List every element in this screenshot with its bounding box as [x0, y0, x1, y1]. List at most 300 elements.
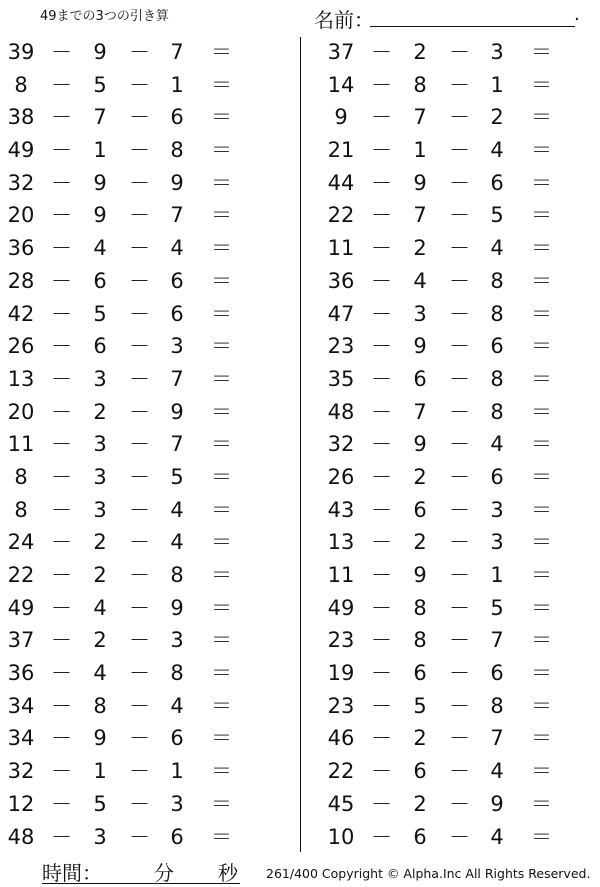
equals-sign: ＝ [531, 301, 552, 326]
subtrahend-1: 9 [93, 40, 107, 64]
equals-sign: ＝ [531, 432, 552, 457]
equals-sign: ＝ [531, 464, 552, 489]
minus-sign: － [129, 399, 150, 424]
minus-sign: － [51, 432, 72, 457]
minus-sign: － [51, 726, 72, 751]
equals-sign: ＝ [211, 661, 232, 686]
minuend: 32 [7, 170, 35, 195]
subtrahend-2: 8 [170, 563, 184, 587]
equals-sign: ＝ [211, 824, 232, 849]
minus-sign: － [449, 693, 470, 718]
minus-sign: － [371, 726, 392, 751]
minuend: 37 [327, 40, 355, 64]
minus-sign: － [449, 497, 470, 522]
minus-sign: － [449, 334, 470, 359]
equals-sign: ＝ [211, 791, 232, 816]
minuend: 46 [327, 726, 355, 751]
minus-sign: － [449, 268, 470, 293]
minuend: 42 [7, 301, 35, 326]
subtrahend-2: 9 [490, 791, 504, 816]
minus-sign: － [449, 40, 470, 64]
subtrahend-1: 1 [413, 138, 427, 163]
minus-sign: － [371, 72, 392, 97]
subtrahend-1: 5 [93, 301, 107, 326]
subtrahend-1: 4 [413, 268, 427, 293]
minus-sign: － [51, 693, 72, 718]
minus-sign: － [51, 628, 72, 653]
minus-sign: － [371, 464, 392, 489]
minus-sign: － [129, 497, 150, 522]
minuend: 9 [334, 105, 348, 130]
minus-sign: － [449, 105, 470, 130]
subtrahend-2: 7 [490, 726, 504, 751]
equals-sign: ＝ [211, 236, 232, 261]
subtrahend-1: 9 [93, 726, 107, 751]
equals-sign: ＝ [211, 268, 232, 293]
subtrahend-2: 2 [490, 105, 504, 130]
minuend: 48 [7, 824, 35, 849]
minus-sign: － [371, 432, 392, 457]
equals-sign: ＝ [211, 138, 232, 163]
minus-sign: － [51, 530, 72, 555]
equals-sign: ＝ [211, 628, 232, 653]
minus-sign: － [449, 530, 470, 555]
equals-sign: ＝ [531, 105, 552, 130]
subtrahend-2: 9 [170, 170, 184, 195]
equals-sign: ＝ [531, 366, 552, 391]
subtrahend-2: 7 [170, 203, 184, 228]
minuend: 49 [7, 595, 35, 620]
minuend: 11 [327, 236, 355, 261]
subtrahend-1: 1 [93, 759, 107, 784]
minus-sign: － [371, 138, 392, 163]
subtrahend-2: 7 [170, 366, 184, 391]
minus-sign: － [129, 236, 150, 261]
minus-sign: － [129, 530, 150, 555]
time-record [42, 857, 240, 884]
minus-sign: － [51, 268, 72, 293]
minuend: 8 [14, 464, 28, 489]
minuend: 13 [7, 366, 35, 391]
minuend: 23 [327, 693, 355, 718]
subtrahend-1: 8 [93, 693, 107, 718]
subtrahend-1: 6 [413, 661, 427, 686]
subtrahend-1: 7 [413, 203, 427, 228]
minus-sign: － [51, 236, 72, 261]
subtrahend-2: 6 [170, 726, 184, 751]
minus-sign: － [51, 824, 72, 849]
subtrahend-1: 7 [413, 399, 427, 424]
equals-sign: ＝ [531, 268, 552, 293]
minus-sign: － [371, 530, 392, 555]
subtrahend-1: 4 [93, 661, 107, 686]
equals-sign: ＝ [531, 759, 552, 784]
subtrahend-1: 3 [93, 824, 107, 849]
subtrahend-1: 6 [413, 497, 427, 522]
subtrahend-1: 1 [93, 138, 107, 163]
minuend: 47 [327, 301, 355, 326]
minuend: 28 [7, 268, 35, 293]
subtrahend-1: 3 [413, 301, 427, 326]
minus-sign: － [371, 170, 392, 195]
minus-sign: － [51, 40, 72, 64]
minuend: 36 [7, 236, 35, 261]
minus-sign: － [51, 464, 72, 489]
subtrahend-2: 8 [490, 366, 504, 391]
subtrahend-2: 7 [170, 432, 184, 457]
minuend: 48 [327, 399, 355, 424]
subtrahend-1: 6 [93, 268, 107, 293]
equals-sign: ＝ [531, 399, 552, 424]
equals-sign: ＝ [531, 497, 552, 522]
minus-sign: － [449, 595, 470, 620]
minus-sign: － [449, 301, 470, 326]
minus-sign: － [371, 824, 392, 849]
equals-sign: ＝ [211, 105, 232, 130]
minus-sign: － [371, 759, 392, 784]
minuend: 21 [327, 138, 355, 163]
equals-sign: ＝ [531, 791, 552, 816]
name-line [370, 26, 575, 27]
minus-sign: － [449, 563, 470, 587]
minus-sign: － [51, 138, 72, 163]
subtrahend-2: 1 [170, 759, 184, 784]
equals-sign: ＝ [531, 72, 552, 97]
minus-sign: － [449, 236, 470, 261]
equals-sign: ＝ [211, 72, 232, 97]
subtrahend-2: 8 [170, 138, 184, 163]
minus-sign: － [129, 693, 150, 718]
minus-sign: － [371, 236, 392, 261]
subtrahend-1: 3 [93, 432, 107, 457]
subtrahend-1: 2 [93, 628, 107, 653]
minus-sign: － [129, 595, 150, 620]
minus-sign: － [449, 138, 470, 163]
copyright-text: 261/400 Copyright © Alpha.Inc All Rights Reserved. [266, 866, 591, 881]
minuend: 38 [7, 105, 35, 130]
subtrahend-2: 3 [170, 334, 184, 359]
column-divider [300, 37, 301, 852]
minus-sign: － [51, 72, 72, 97]
minuend: 23 [327, 628, 355, 653]
equals-sign: ＝ [531, 40, 552, 64]
subtrahend-1: 2 [413, 791, 427, 816]
minus-sign: － [51, 170, 72, 195]
subtrahend-1: 4 [93, 236, 107, 261]
equals-sign: ＝ [211, 530, 232, 555]
equals-sign: ＝ [531, 628, 552, 653]
minus-sign: － [51, 105, 72, 130]
minus-sign: － [449, 628, 470, 653]
minus-sign: － [129, 824, 150, 849]
subtrahend-2: 1 [490, 72, 504, 97]
subtrahend-1: 2 [413, 236, 427, 261]
minuend: 10 [327, 824, 355, 849]
subtrahend-1: 8 [413, 72, 427, 97]
minus-sign: － [449, 72, 470, 97]
minus-sign: － [371, 595, 392, 620]
subtrahend-1: 8 [413, 595, 427, 620]
minutes-label: 分 [154, 861, 174, 885]
minus-sign: － [449, 170, 470, 195]
equals-sign: ＝ [531, 563, 552, 587]
minus-sign: － [129, 726, 150, 751]
minuend: 22 [327, 759, 355, 784]
minuend: 44 [327, 170, 355, 195]
minuend: 14 [327, 72, 355, 97]
subtrahend-1: 2 [93, 563, 107, 587]
subtrahend-2: 3 [490, 497, 504, 522]
minus-sign: － [371, 563, 392, 587]
subtrahend-1: 7 [93, 105, 107, 130]
subtrahend-2: 4 [490, 759, 504, 784]
subtrahend-2: 3 [490, 40, 504, 64]
seconds-label: 秒 [218, 861, 238, 885]
subtrahend-1: 3 [93, 497, 107, 522]
equals-sign: ＝ [531, 203, 552, 228]
minus-sign: － [371, 105, 392, 130]
equals-sign: ＝ [531, 595, 552, 620]
equals-sign: ＝ [531, 138, 552, 163]
subtrahend-1: 3 [93, 366, 107, 391]
subtrahend-2: 4 [170, 530, 184, 555]
minus-sign: － [449, 791, 470, 816]
subtrahend-1: 8 [413, 628, 427, 653]
minus-sign: － [129, 759, 150, 784]
subtrahend-2: 5 [490, 203, 504, 228]
subtrahend-2: 6 [170, 268, 184, 293]
subtrahend-1: 9 [413, 432, 427, 457]
subtrahend-2: 3 [170, 628, 184, 653]
subtrahend-1: 2 [413, 726, 427, 751]
minus-sign: － [129, 563, 150, 587]
minus-sign: － [371, 40, 392, 64]
subtrahend-2: 8 [490, 301, 504, 326]
minuend: 22 [327, 203, 355, 228]
minus-sign: － [129, 366, 150, 391]
minus-sign: － [129, 334, 150, 359]
subtrahend-2: 8 [170, 661, 184, 686]
equals-sign: ＝ [531, 693, 552, 718]
subtrahend-2: 5 [170, 464, 184, 489]
minuend: 22 [7, 563, 35, 587]
subtrahend-1: 2 [413, 530, 427, 555]
subtrahend-2: 9 [170, 595, 184, 620]
equals-sign: ＝ [531, 170, 552, 195]
minus-sign: － [129, 628, 150, 653]
minuend: 35 [327, 366, 355, 391]
minuend: 8 [14, 72, 28, 97]
subtrahend-1: 4 [93, 595, 107, 620]
minuend: 26 [327, 464, 355, 489]
minuend: 49 [327, 595, 355, 620]
equals-sign: ＝ [531, 824, 552, 849]
subtrahend-2: 4 [490, 138, 504, 163]
minuend: 32 [327, 432, 355, 457]
subtrahend-2: 6 [170, 824, 184, 849]
worksheet-title: 49までの3つの引き算 [40, 9, 169, 24]
subtrahend-2: 8 [490, 399, 504, 424]
minus-sign: － [371, 399, 392, 424]
minus-sign: － [449, 824, 470, 849]
name-end-mark: . [574, 4, 580, 25]
subtrahend-1: 9 [413, 170, 427, 195]
equals-sign: ＝ [211, 693, 232, 718]
subtrahend-1: 5 [93, 791, 107, 816]
equals-sign: ＝ [531, 661, 552, 686]
equals-sign: ＝ [211, 497, 232, 522]
equals-sign: ＝ [211, 301, 232, 326]
subtrahend-1: 2 [413, 464, 427, 489]
minuend: 34 [7, 693, 35, 718]
subtrahend-2: 8 [490, 268, 504, 293]
minus-sign: － [129, 791, 150, 816]
minuend: 49 [7, 138, 35, 163]
minus-sign: － [129, 105, 150, 130]
subtrahend-2: 6 [490, 334, 504, 359]
equals-sign: ＝ [211, 203, 232, 228]
subtrahend-1: 5 [93, 72, 107, 97]
subtrahend-1: 9 [413, 563, 427, 587]
minus-sign: － [449, 366, 470, 391]
minus-sign: － [129, 40, 150, 64]
equals-sign: ＝ [531, 334, 552, 359]
minus-sign: － [129, 170, 150, 195]
minus-sign: － [449, 759, 470, 784]
subtrahend-1: 6 [93, 334, 107, 359]
equals-sign: ＝ [211, 366, 232, 391]
subtrahend-2: 4 [170, 497, 184, 522]
subtrahend-2: 3 [170, 791, 184, 816]
minuend: 8 [14, 497, 28, 522]
subtrahend-2: 4 [170, 693, 184, 718]
subtrahend-1: 9 [93, 170, 107, 195]
minus-sign: － [449, 399, 470, 424]
subtrahend-1: 3 [93, 464, 107, 489]
subtrahend-2: 6 [490, 170, 504, 195]
equals-sign: ＝ [211, 40, 232, 64]
subtrahend-2: 1 [170, 72, 184, 97]
subtrahend-2: 6 [490, 464, 504, 489]
minuend: 43 [327, 497, 355, 522]
minus-sign: － [449, 464, 470, 489]
subtrahend-2: 1 [490, 563, 504, 587]
minuend: 11 [327, 563, 355, 587]
equals-sign: ＝ [211, 399, 232, 424]
minuend: 13 [327, 530, 355, 555]
subtrahend-1: 5 [413, 693, 427, 718]
subtrahend-2: 7 [490, 628, 504, 653]
minuend: 37 [7, 628, 35, 653]
subtrahend-2: 5 [490, 595, 504, 620]
subtrahend-1: 6 [413, 366, 427, 391]
minus-sign: － [129, 432, 150, 457]
subtrahend-2: 7 [170, 40, 184, 64]
minus-sign: － [449, 203, 470, 228]
minuend: 11 [7, 432, 35, 457]
subtrahend-2: 4 [490, 432, 504, 457]
minus-sign: － [129, 72, 150, 97]
minus-sign: － [371, 366, 392, 391]
subtrahend-1: 2 [413, 40, 427, 64]
minus-sign: － [449, 432, 470, 457]
equals-sign: ＝ [531, 726, 552, 751]
minus-sign: － [51, 791, 72, 816]
minuend: 36 [7, 661, 35, 686]
equals-sign: ＝ [211, 334, 232, 359]
minus-sign: － [371, 334, 392, 359]
minus-sign: － [51, 334, 72, 359]
minus-sign: － [371, 661, 392, 686]
minuend: 12 [7, 791, 35, 816]
minus-sign: － [51, 661, 72, 686]
minus-sign: － [51, 563, 72, 587]
minus-sign: － [371, 628, 392, 653]
equals-sign: ＝ [531, 236, 552, 261]
equals-sign: ＝ [211, 170, 232, 195]
equals-sign: ＝ [211, 595, 232, 620]
subtrahend-2: 9 [170, 399, 184, 424]
equals-sign: ＝ [531, 530, 552, 555]
minus-sign: － [129, 661, 150, 686]
subtrahend-1: 2 [93, 399, 107, 424]
equals-sign: ＝ [211, 563, 232, 587]
subtrahend-1: 6 [413, 824, 427, 849]
subtrahend-2: 4 [170, 236, 184, 261]
minus-sign: － [51, 595, 72, 620]
minus-sign: － [51, 497, 72, 522]
minuend: 39 [7, 40, 35, 64]
minus-sign: － [449, 661, 470, 686]
minus-sign: － [51, 203, 72, 228]
subtrahend-2: 3 [490, 530, 504, 555]
minus-sign: － [51, 366, 72, 391]
time-label: 時間： [42, 861, 102, 885]
minuend: 34 [7, 726, 35, 751]
subtrahend-1: 9 [93, 203, 107, 228]
minus-sign: － [129, 301, 150, 326]
minus-sign: － [371, 497, 392, 522]
subtrahend-1: 2 [93, 530, 107, 555]
minuend: 32 [7, 759, 35, 784]
subtrahend-1: 7 [413, 105, 427, 130]
minus-sign: － [51, 399, 72, 424]
subtrahend-2: 6 [490, 661, 504, 686]
minus-sign: － [371, 301, 392, 326]
minuend: 19 [327, 661, 355, 686]
subtrahend-2: 6 [170, 105, 184, 130]
subtrahend-2: 4 [490, 824, 504, 849]
minus-sign: － [371, 268, 392, 293]
minus-sign: － [129, 268, 150, 293]
minuend: 26 [7, 334, 35, 359]
minus-sign: － [129, 203, 150, 228]
equals-sign: ＝ [211, 726, 232, 751]
minuend: 23 [327, 334, 355, 359]
subtrahend-1: 6 [413, 759, 427, 784]
minuend: 36 [327, 268, 355, 293]
subtrahend-1: 9 [413, 334, 427, 359]
minus-sign: － [371, 203, 392, 228]
subtrahend-2: 8 [490, 693, 504, 718]
minus-sign: － [129, 138, 150, 163]
minuend: 24 [7, 530, 35, 555]
subtrahend-2: 4 [490, 236, 504, 261]
minus-sign: － [51, 759, 72, 784]
minus-sign: － [371, 693, 392, 718]
minus-sign: － [129, 464, 150, 489]
name-label: 名前： [314, 8, 374, 32]
